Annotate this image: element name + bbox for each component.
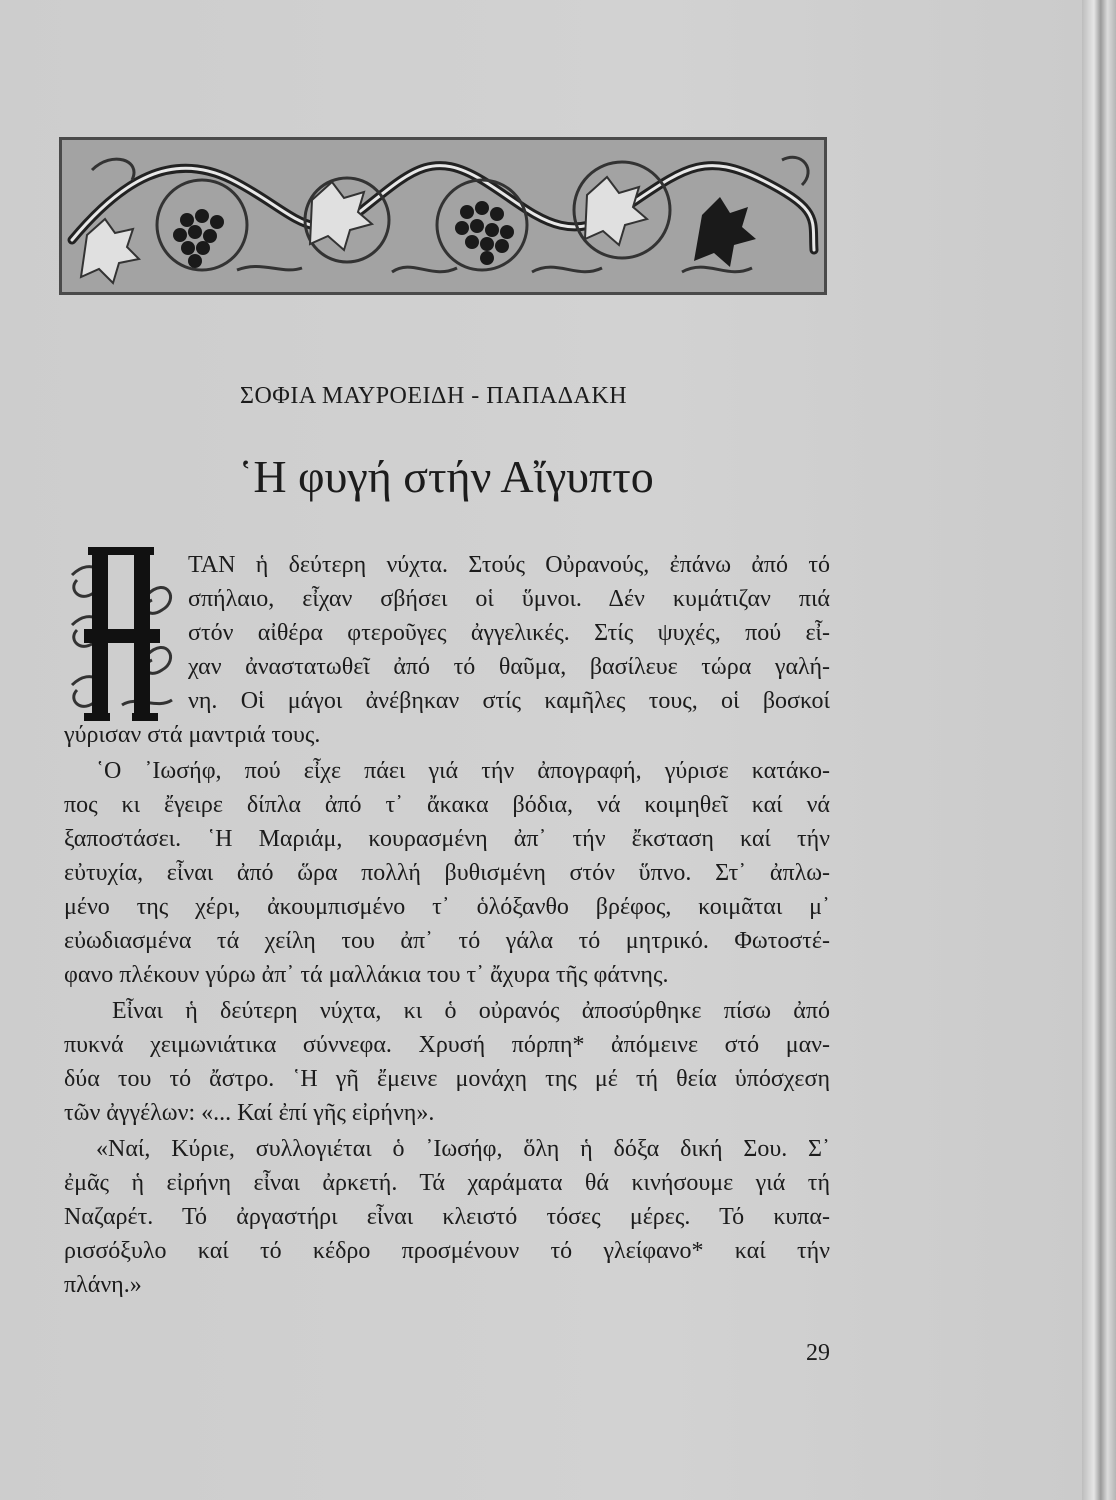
body-line: εὐτυχία, εἶναι ἀπό ὥρα πολλή βυθισμένη στόν ὕπνο. Στ᾿ ἀπλω- [64,860,830,886]
body-line: φανο πλέκουν γύρω ἀπ᾿ τά μαλλάκια του τ᾿ ἄχυρα τῆς φάτνης. [64,962,669,988]
ornamental-drop-cap [62,545,182,723]
body-line: ρισσόξυλο καί τό κέδρο προσμένουν τό γλείφανο* καί τήν [64,1238,830,1264]
drop-cap-letter: Η [121,665,122,666]
body-line: στόν αἰθέρα φτεροῦγες ἀγγελικές. Στίς ψυχές, πού εἶ- [188,620,830,646]
vine-ornament-header [59,137,827,295]
body-line: Εἶναι ἡ δεύτερη νύχτα, κι ὁ οὐρανός ἀποσύρθηκε πίσω ἀπό [112,998,830,1024]
body-line: ῾Ο ᾿Ιωσήφ, πού εἶχε πάει γιά τήν ἀπογραφή, γύρισε κατάκο- [96,758,830,784]
body-line: ξαποστάσει. ῾Η Μαριάμ, κουρασμένη ἀπ᾿ τήν ἔκσταση καί τήν [64,826,830,852]
body-line: πλάνη.» [64,1272,142,1298]
body-line: νη. Οἱ μάγοι ἀνέβηκαν στίς καμῆλες τους, οἱ βοσκοί [188,688,830,714]
body-line: εὐωδιασμένα τά χείλη του ἀπ᾿ τό γάλα τό μητρικό. Φωτοστέ- [64,928,830,954]
body-line: δύα του τό ἄστρο. ῾Η γῆ ἔμεινε μονάχη της μέ τή θεία ὑπόσχεση [64,1066,830,1092]
author-name: ΣΟΦΙΑ ΜΑΥΡΟΕΙΔΗ - ΠΑΠΑΔΑΚΗ [240,383,628,409]
body-line: μένο της χέρι, ἀκουμπισμένο τ᾿ ὁλόξανθο βρέφος, κοιμᾶται μ᾿ [64,894,830,920]
body-line: πυκνά χειμωνιάτικα σύννεφα. Χρυσή πόρπη* ἀπόμεινε στό μαν- [64,1032,830,1058]
body-line: πος κι ἔγειρε δίπλα ἀπό τ᾿ ἄκακα βόδια, νά κοιμηθεῖ καί νά [64,792,830,818]
body-line: σπήλαιο, εἶχαν σβήσει οἱ ὕμνοι. Δέν κυμάτιζαν πιά [188,586,830,612]
body-line: ΤΑΝ ἡ δεύτερη νύχτα. Στούς Οὐρανούς, ἐπάνω ἀπό τό [188,552,830,578]
drop-cap-initial [62,545,182,723]
page-edge [1082,0,1116,1500]
page-number: 29 [806,1340,830,1366]
body-line: τῶν ἀγγέλων: «... Καί ἐπί γῆς εἰρήνη». [64,1100,435,1126]
grape-vine-ornament [62,140,824,292]
body-line: χαν ἀναστατωθεῖ ἀπό τό θαῦμα, βασίλευε τώρα γαλή- [188,654,830,680]
body-line: «Ναί, Κύριε, συλλογιέται ὁ ᾿Ιωσήφ, ὅλη ἡ δόξα δική Σου. Σ᾿ [96,1136,830,1162]
chapter-title: ῾Η φυγή στήν Αἴγυπτο [238,451,654,502]
body-line: Ναζαρέτ. Τό ἀργαστήρι εἶναι κλειστό τόσες μέρες. Τό κυπα- [64,1204,830,1230]
body-line: γύρισαν στά μαντριά τους. [64,722,321,748]
body-line: ἐμᾶς ἡ εἰρήνη εἶναι ἀρκετή. Τά χαράματα θά κινήσουμε γιά τή [64,1170,830,1196]
